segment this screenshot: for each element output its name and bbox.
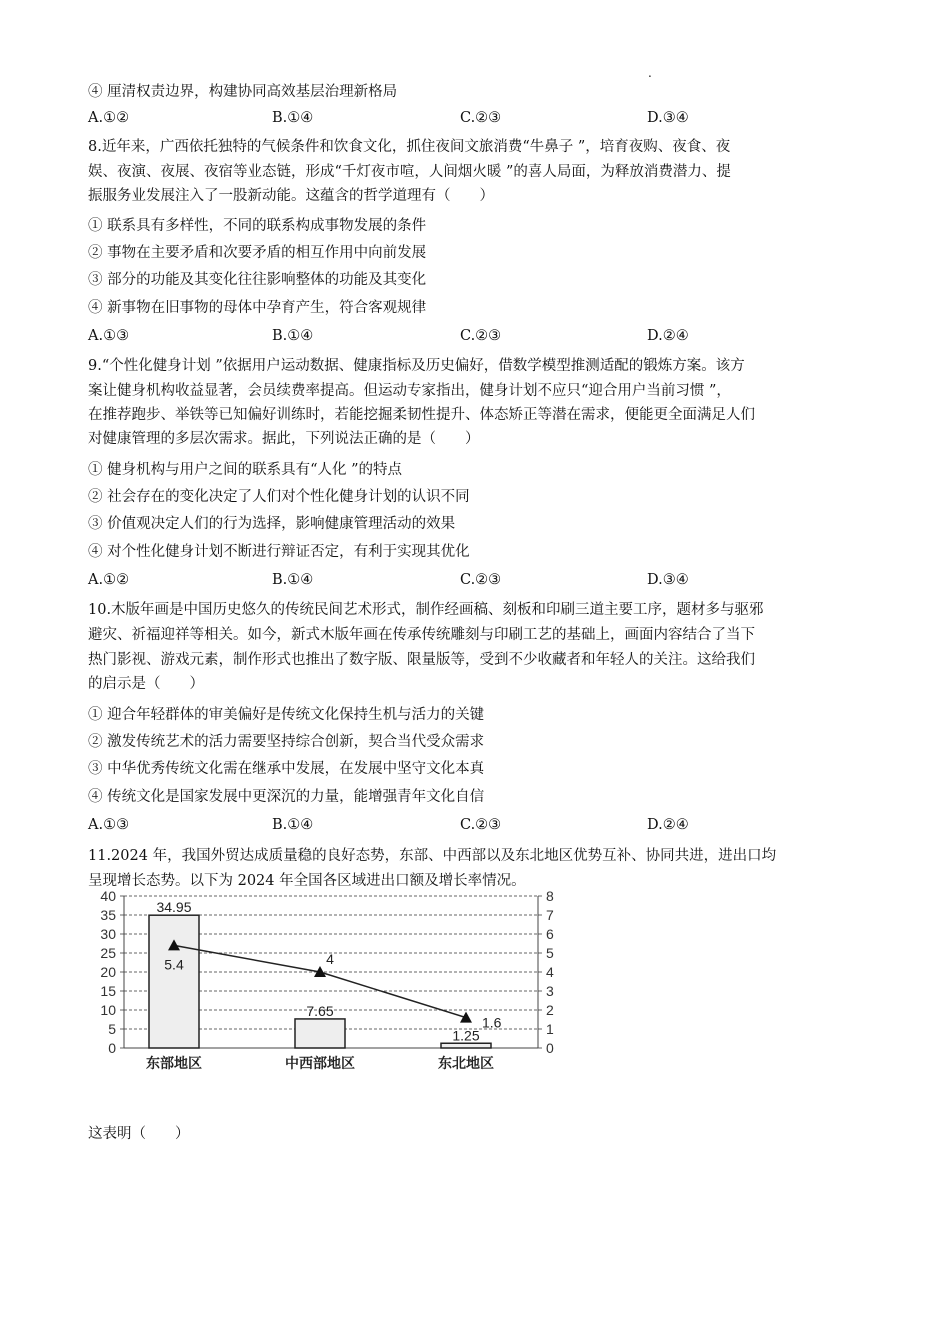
q11-stem-line: 呈现增长态势。以下为 2024 年全国各区域进出口额及增长率情况。: [88, 873, 526, 889]
option-a[interactable]: A.①③: [88, 817, 130, 833]
bar-value-label: 1.25: [452, 1027, 480, 1044]
q9-stem-line: 对健康管理的多层次需求。据此，下列说法正确的是（ ）: [88, 431, 480, 447]
left-tick-label: 15: [100, 983, 116, 999]
right-tick-label: 6: [546, 926, 554, 942]
category-label: 东北地区: [438, 1055, 494, 1071]
q10-stem-line: 避灾、祈福迎祥等相关。如今，新式木版年画在传承传统雕刻与印刷工艺的基础上，画面内容结合了当下: [88, 627, 755, 643]
option-c[interactable]: C.②③: [460, 328, 502, 344]
bar: [149, 915, 199, 1048]
bar-value-label: 7.65: [306, 1002, 334, 1019]
growth-marker: [460, 1012, 472, 1023]
q9-statement: ③ 价值观决定人们的行为选择，影响健康管理活动的效果: [88, 516, 456, 532]
q10-stem-line: 的启示是（ ）: [88, 676, 204, 692]
option-b[interactable]: B.①④: [272, 110, 314, 126]
q8-statement: ③ 部分的功能及其变化往往影响整体的功能及其变化: [88, 272, 427, 288]
option-d[interactable]: D.③④: [647, 572, 689, 588]
option-a[interactable]: A.①②: [88, 110, 130, 126]
growth-value-label: 1.6: [482, 1014, 502, 1031]
option-d[interactable]: D.③④: [647, 110, 689, 126]
q10-statement: ④ 传统文化是国家发展中更深沉的力量，能增强青年文化自信: [88, 789, 485, 805]
right-tick-label: 5: [546, 945, 554, 961]
q10-statement: ② 激发传统艺术的活力需要坚持综合创新，契合当代受众需求: [88, 734, 485, 750]
left-tick-label: 20: [100, 964, 116, 980]
option-c[interactable]: C.②③: [460, 817, 502, 833]
right-tick-label: 0: [546, 1040, 554, 1056]
left-tick-label: 35: [100, 907, 116, 923]
growth-value-label: 4: [326, 951, 334, 967]
option-b[interactable]: B.①④: [272, 328, 314, 344]
q9-stem-line: 在推荐跑步、举铁等已知偏好训练时，若能挖掘柔韧性提升、体态矫正等潜在需求，便能更全面满足人们: [88, 407, 755, 423]
q8-stem-line: 振服务业发展注入了一股新动能。这蕴含的哲学道理有（ ）: [88, 188, 494, 204]
left-tick-label: 5: [108, 1021, 116, 1037]
q11-footer: 这表明（ ）: [88, 1126, 190, 1142]
left-tick-label: 25: [100, 945, 116, 961]
trade-chart-svg: [88, 890, 568, 1080]
category-label: 中西部地区: [285, 1055, 355, 1071]
q7-statement-4: ④ 厘清权责边界，构建协同高效基层治理新格局: [88, 84, 398, 100]
left-tick-label: 0: [108, 1040, 116, 1056]
option-a[interactable]: A.①②: [88, 572, 130, 588]
right-tick-label: 8: [546, 890, 554, 904]
option-d[interactable]: D.②④: [647, 328, 689, 344]
q8-stem-line: 娱、夜演、夜展、夜宿等业态链，形成“千灯夜市喧，人间烟火暖 ”的喜人局面，为释放消费潜力、提: [88, 164, 731, 180]
right-tick-label: 2: [546, 1002, 554, 1018]
growth-value-label: 5.4: [164, 956, 184, 973]
q9-statement: ② 社会存在的变化决定了人们对个性化健身计划的认识不同: [88, 489, 470, 505]
bar-value-label: 34.95: [156, 899, 192, 916]
left-tick-label: 30: [100, 926, 116, 942]
q9-statement: ④ 对个性化健身计划不断进行辩证否定，有利于实现其优化: [88, 544, 470, 560]
q9-statement: ① 健身机构与用户之间的联系具有“人化 ”的特点: [88, 462, 403, 478]
right-tick-label: 1: [546, 1021, 554, 1037]
option-c[interactable]: C.②③: [460, 572, 502, 588]
q9-stem-line: 案让健身机构收益显著，会员续费率提高。但运动专家指出，健身计划不应只“迎合用户当前习惯 ”，: [88, 383, 731, 399]
q8-stem-line: 8.近年来，广西依托独特的气候条件和饮食文化，抓住夜间文旅消费“牛鼻子 ”，培育夜购、夜食、夜: [88, 139, 731, 155]
q8-statement: ② 事物在主要矛盾和次要矛盾的相互作用中向前发展: [88, 245, 427, 261]
q8-statement: ① 联系具有多样性，不同的联系构成事物发展的条件: [88, 218, 427, 234]
q10-stem-line: 10.木版年画是中国历史悠久的传统民间艺术形式，制作经画稿、刻板和印刷三道主要工序，题材多与驱邪: [88, 602, 764, 618]
trade-chart: [88, 890, 568, 1084]
right-tick-label: 7: [546, 907, 554, 923]
q8-statement: ④ 新事物在旧事物的母体中孕育产生，符合客观规律: [88, 300, 427, 316]
option-b[interactable]: B.①④: [272, 817, 314, 833]
category-label: 东部地区: [146, 1055, 202, 1071]
option-a[interactable]: A.①③: [88, 328, 130, 344]
q9-stem-line: 9.“个性化健身计划 ”依据用户运动数据、健康指标及历史偏好，借数学模型推测适配的锻炼方案。该方: [88, 358, 745, 374]
left-tick-label: 40: [100, 890, 116, 904]
header-dot: .: [648, 66, 652, 80]
bar: [441, 1043, 491, 1048]
q10-statement: ① 迎合年轻群体的审美偏好是传统文化保持生机与活力的关键: [88, 707, 485, 723]
right-tick-label: 3: [546, 983, 554, 999]
left-tick-label: 10: [100, 1002, 116, 1018]
right-tick-label: 4: [546, 964, 554, 980]
q11-stem-line: 11.2024 年，我国外贸达成质量稳的良好态势，东部、中西部以及东北地区优势互补、协同共进，进出口均: [88, 848, 777, 864]
bar: [295, 1019, 345, 1048]
option-c[interactable]: C.②③: [460, 110, 502, 126]
q10-statement: ③ 中华优秀传统文化需在继承中发展，在发展中坚守文化本真: [88, 761, 485, 777]
option-d[interactable]: D.②④: [647, 817, 689, 833]
q10-stem-line: 热门影视、游戏元素，制作形式也推出了数字版、限量版等，受到不少收藏者和年轻人的关注。这给我们: [88, 652, 755, 668]
option-b[interactable]: B.①④: [272, 572, 314, 588]
